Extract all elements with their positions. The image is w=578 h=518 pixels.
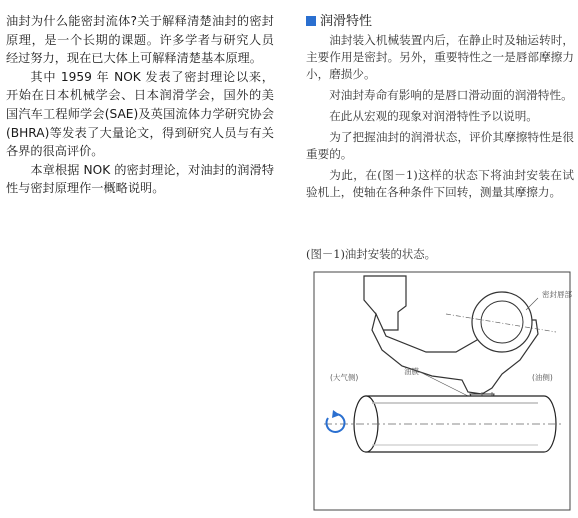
right-column bbox=[306, 12, 574, 205]
section-heading bbox=[306, 12, 574, 30]
lubrication-paragraph-3: 在此从宏观的现象对润滑特性予以说明。 bbox=[329, 109, 538, 123]
lip-label: 密封唇部 bbox=[542, 290, 572, 299]
history-paragraph: 其中 1959 年 NOK 发表了密封理论以来，开始在日本机械学会、日本润滑学会，国外的美国汽车工程师学会(SAE)及英国流体力学研究协会(BHRA)等发表了大量论文，得到研究人员与有关各界的很高评价。 bbox=[6, 69, 274, 159]
lip-leader-line bbox=[526, 298, 538, 310]
lubrication-paragraph-1: 油封装入机械装置内后，在静止时及轴运转时，主要作用是密封。另外，重要特性之一是唇部摩擦力小，磨损少。 bbox=[306, 33, 574, 81]
figure-frame bbox=[314, 272, 570, 510]
heading-square-icon bbox=[306, 16, 316, 26]
lubrication-paragraph-4: 为了把握油封的润滑状态，评价其摩擦特性是很重要的。 bbox=[306, 130, 574, 161]
rotation-arrow-icon bbox=[326, 414, 344, 432]
air-side-label: (大气侧) bbox=[330, 373, 359, 382]
section-title: 润滑特性 bbox=[320, 13, 373, 29]
chapter-summary-paragraph: 本章根据 NOK 的密封理论，对油封的润滑特性与密封原理作一概略说明。 bbox=[6, 162, 274, 196]
seal-case bbox=[364, 276, 406, 330]
figure-caption: (图－1)油封安装的状态。 bbox=[306, 247, 437, 261]
intro-paragraph: 油封为什么能密封流体?关于解释清楚油封的密封原理，是一个长期的课题。许多学者与研究人员经过努力，现在已大体上可解释清楚基本原理。 bbox=[6, 14, 274, 66]
oil-side-label: (油侧) bbox=[532, 373, 553, 382]
lubrication-paragraph-5: 为此，在(图－1)这样的状态下将油封安装在试验机上，使轴在各种条件下回转，测量其摩擦力。 bbox=[306, 168, 574, 199]
oil-film-label: 油膜 bbox=[404, 367, 419, 376]
lubrication-paragraph-2: 对油封寿命有影响的是唇口滑动面的润滑特性。 bbox=[329, 88, 573, 102]
oil-seal-diagram bbox=[306, 270, 574, 514]
oil-seal-figure bbox=[306, 270, 574, 514]
garter-spring-inner bbox=[481, 301, 523, 343]
left-column bbox=[6, 12, 274, 198]
